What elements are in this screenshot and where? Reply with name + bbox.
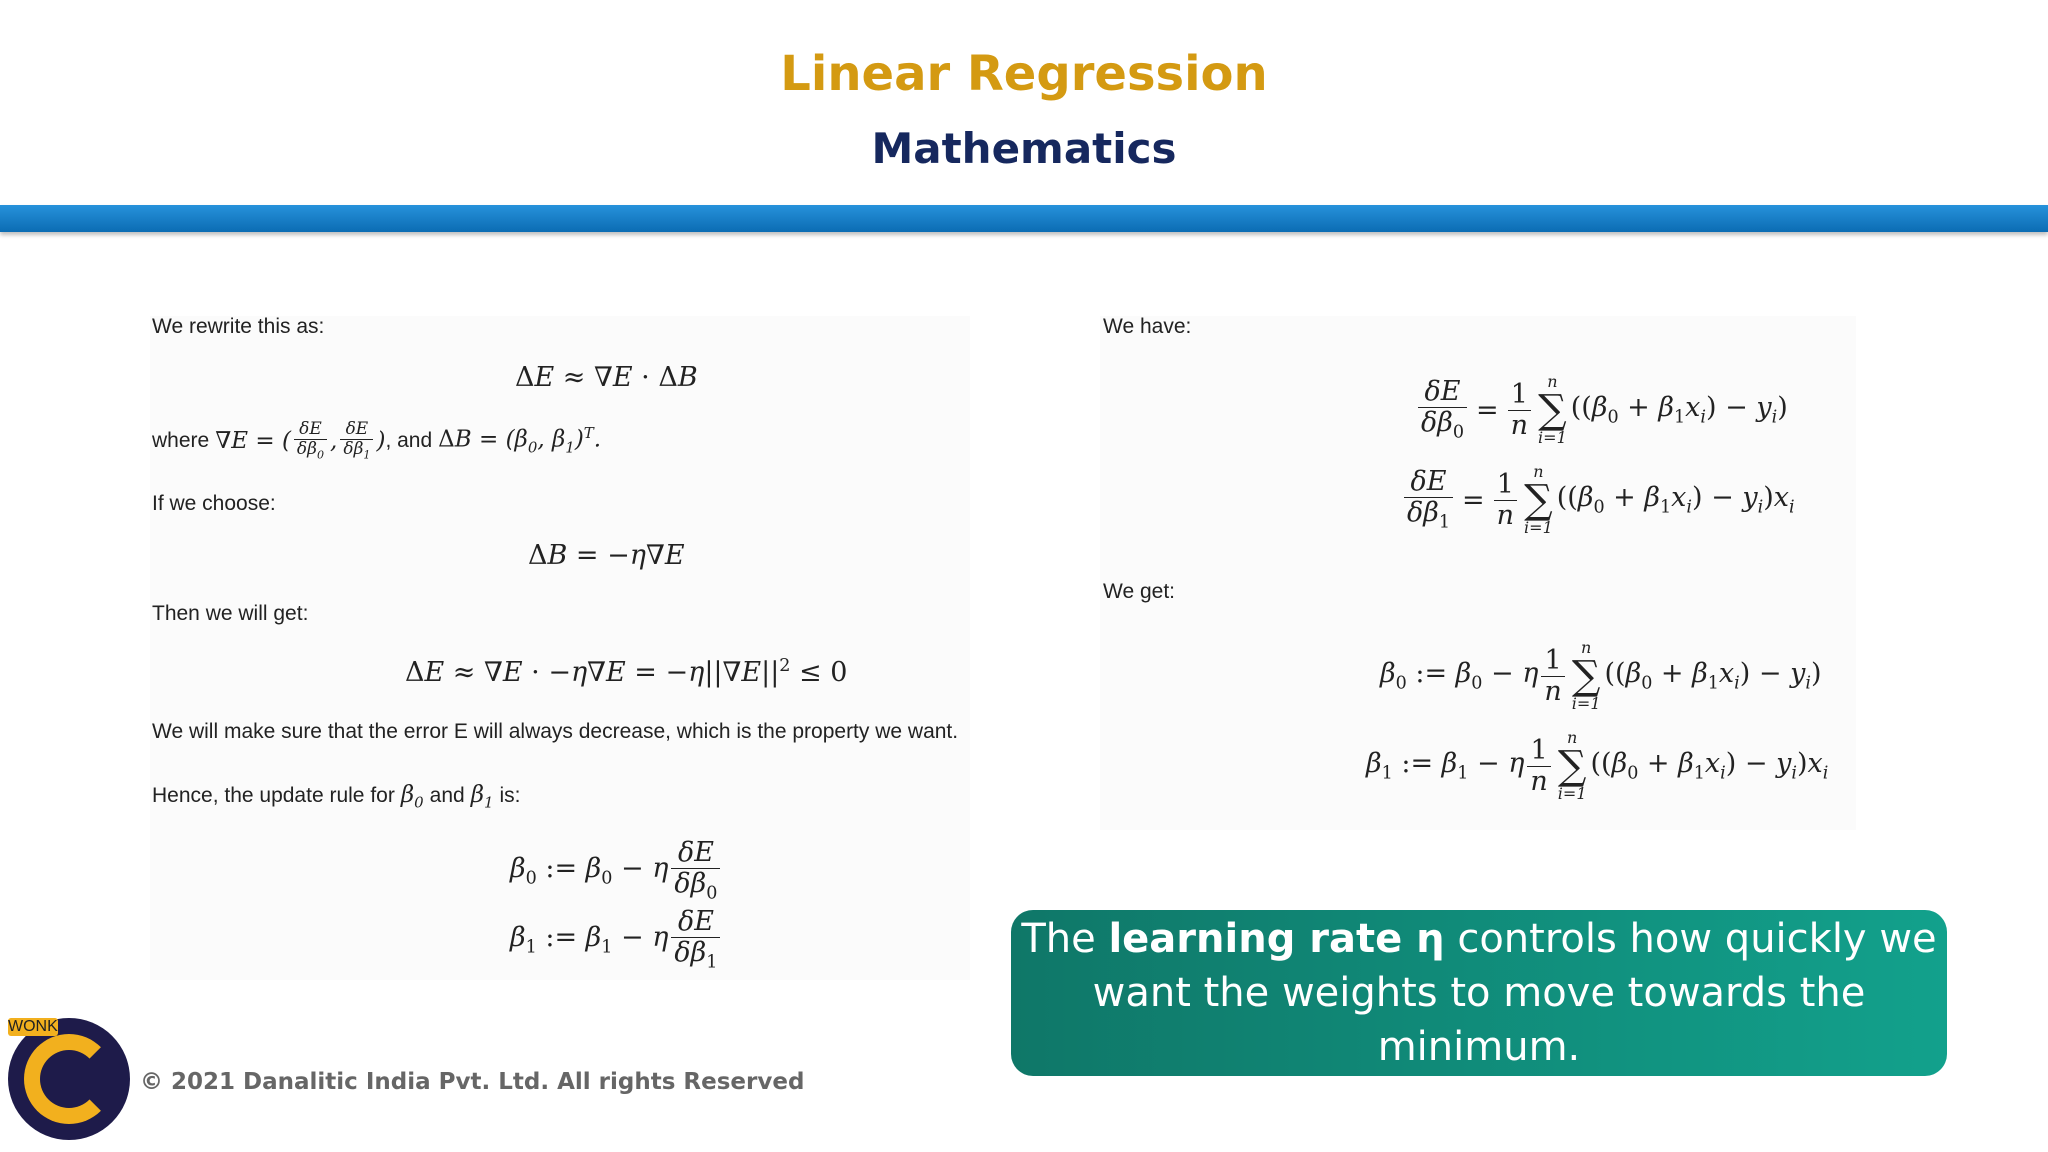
equation-descent-proof: $\Delta E \approx \nabla E \cdot -\eta\nabla E = -\eta||\nabla E||^2 \le 0$ (405, 656, 848, 688)
then-get-text: Then we will get: (152, 602, 309, 625)
hence-line: Hence, the update rule for $\beta_0$ and $\beta_1$ is: (152, 782, 521, 812)
partial-beta0-equation: $\frac{\delta E}{\delta\beta_0}$ = $\frac{1}{n}$ n ∑ i=1 $((\beta_0 + \beta_1x_i) - y_i)$ (1415, 374, 1788, 446)
logo-ring-icon (24, 1034, 114, 1124)
callout-line-2: want the weights to move towards the minimum. (1092, 970, 1866, 1070)
equation-delta-e-approx: ΔE ≈ ∇E · ΔB (515, 362, 698, 393)
slide-subtitle: Mathematics (871, 124, 1177, 173)
update-rule-beta1: $\beta_1$ := $\beta_1 - \eta$ $\frac{\delta E}{\delta\beta_1}$ (510, 907, 723, 972)
partial-beta1-equation: $\frac{\delta E}{\delta\beta_1}$ = $\frac{1}{n}$ n ∑ i=1 $((\beta_0 + \beta_1x_i) - y_i)x_i$ (1401, 464, 1795, 536)
logo-wordmark: WONK (8, 1018, 58, 1035)
final-update-beta1: $\beta_1$ := $\beta_1 - \eta$ $\frac{1}{n}$ n ∑ i=1 $((\beta_0 + \beta_1x_i) - y_i)x_i$ (1366, 728, 1829, 803)
gradient-definition: ∇ E = ( $\frac{\delta E}{\delta\beta_0}$ , $\frac{\delta E}{\delta\beta_1}$ ) (215, 419, 386, 462)
rewrite-text: We rewrite this as: (152, 315, 325, 338)
callout-bold-term: learning rate η (1108, 916, 1445, 962)
hence-suffix: is: (499, 784, 521, 807)
copyright-footer: © 2021 Danalitic India Pvt. Ltd. All rights Reserved (140, 1069, 805, 1095)
slide-title: Linear Regression (780, 46, 1268, 102)
company-logo (8, 1018, 130, 1140)
delta-b-definition: $\Delta B = (\beta_0$, $\beta_1)^T$. (438, 424, 602, 457)
learning-rate-callout (1011, 910, 1947, 1076)
where-line (152, 420, 601, 461)
make-sure-text: We will make sure that the error E will always decrease, which is the property we want. (152, 720, 959, 743)
we-have-text: We have: (1103, 315, 1192, 338)
callout-line-1: The learning rate η controls how quickly we (1021, 916, 1937, 962)
and-label: , and (385, 428, 433, 452)
we-get-text: We get: (1103, 580, 1175, 603)
where-label: where (152, 428, 210, 452)
update-rule-beta0: $\beta_0$ := $\beta_0 - \eta$ $\frac{\delta E}{\delta\beta_0}$ (510, 838, 723, 903)
header-divider-bar (0, 205, 2048, 232)
hence-and: and (429, 784, 465, 807)
hence-prefix: Hence, the update rule for (152, 784, 395, 807)
equation-delta-b: ΔB = −η∇E (528, 540, 685, 571)
if-choose-text: If we choose: (152, 492, 276, 515)
final-update-beta0: $\beta_0$ := $\beta_0 - \eta$ $\frac{1}{n}$ n ∑ i=1 $((\beta_0 + \beta_1x_i) - y_i)$ (1380, 638, 1822, 713)
